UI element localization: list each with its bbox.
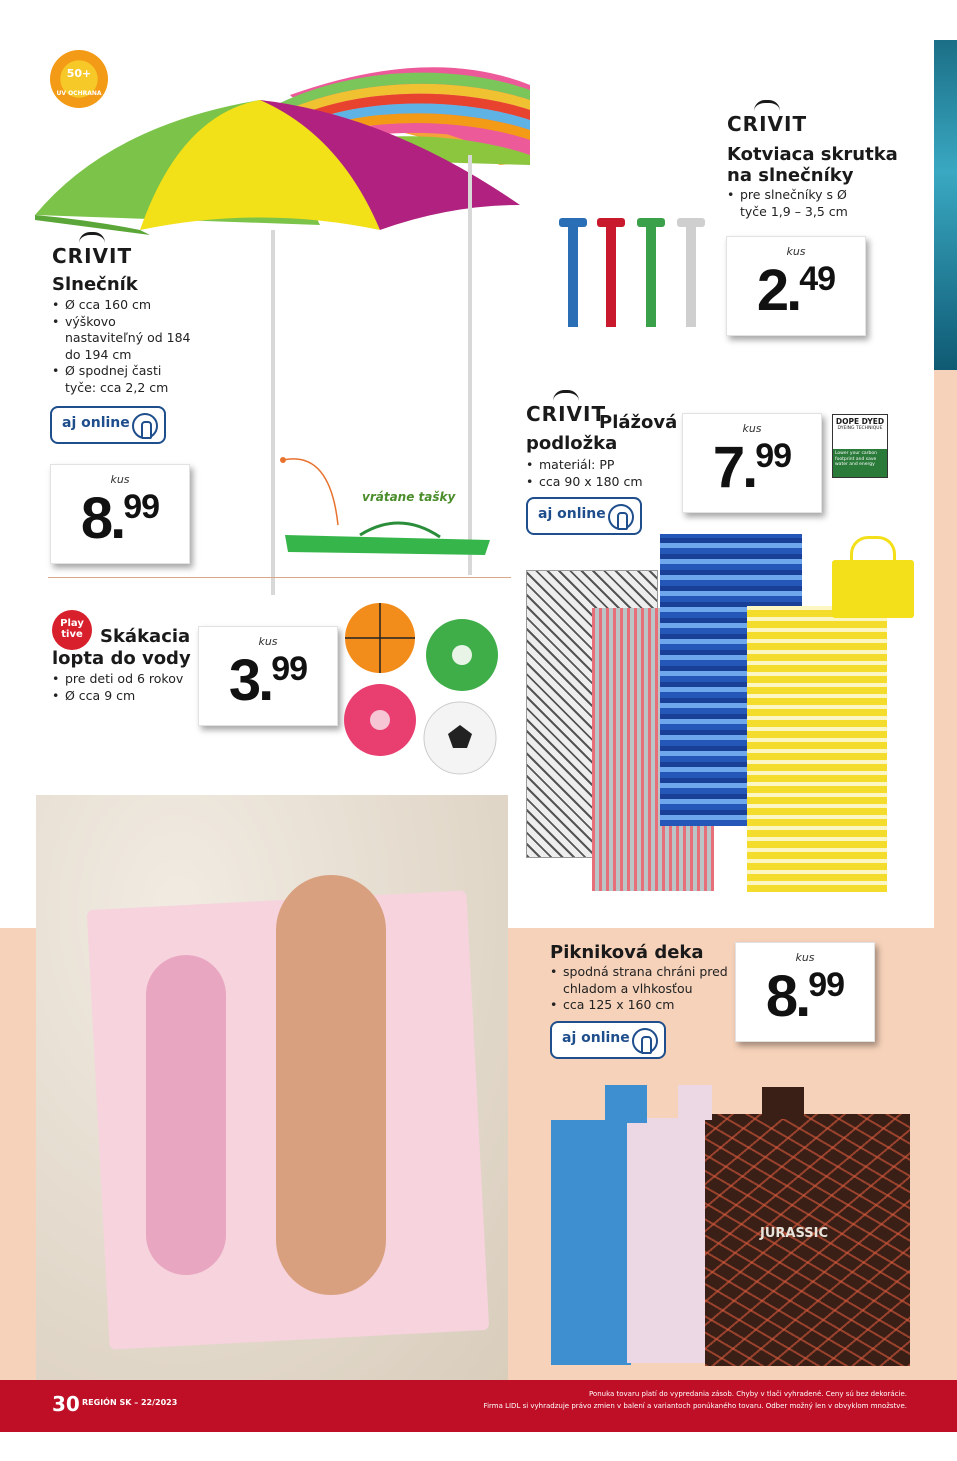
blanket-bullets (550, 964, 740, 1014)
price-unit: kus (258, 635, 278, 648)
mat-bullet: • materiál: PP (526, 457, 676, 474)
price-value: 7.99 (712, 435, 792, 500)
blanket-jurassic (705, 1114, 910, 1366)
online-label: aj online (62, 415, 130, 431)
blanket-title: Pikniková deka (550, 942, 704, 963)
mat-bullets (526, 457, 676, 490)
umbrella-bullet: • Ø spodnej časti tyče: cca 2,2 cm (52, 363, 192, 396)
price-value: 8.99 (765, 964, 845, 1029)
ball-title-line1: Skákacia (100, 626, 191, 647)
ball-title-line2: lopta do vody (52, 648, 191, 669)
mat-price-box (682, 413, 822, 513)
hand-click-icon (632, 1028, 658, 1054)
blanket-handle-tab (605, 1085, 647, 1123)
mat-online-button[interactable] (526, 497, 642, 535)
blanket-pawpatrol-blue (551, 1120, 631, 1365)
child-left (146, 955, 226, 1275)
anchor-screws-image (553, 210, 713, 335)
anchor-bullets (727, 187, 877, 220)
dope-dyed-badge (832, 414, 888, 478)
blanket-pawpatrol-pink (627, 1118, 707, 1363)
price-unit: kus (786, 245, 806, 258)
anchor-price-box (726, 236, 866, 336)
playtive-line2: tive (61, 629, 83, 640)
umbrella-bullet: • výškovo nastaviteľný od 184 do 194 cm (52, 314, 192, 364)
price-unit: kus (795, 951, 815, 964)
ball-price-box (198, 626, 338, 726)
mat-bullet: • cca 90 x 180 cm (526, 474, 676, 491)
umbrella-bullets (52, 297, 192, 396)
region-label: REGIÓN SK – 22/2023 (82, 1398, 178, 1407)
price-value: 3.99 (228, 648, 308, 713)
playtive-logo (52, 610, 92, 650)
page-number: 30 (52, 1392, 80, 1416)
blanket-online-button[interactable] (550, 1021, 666, 1059)
anchor-title-line2: na slnečníky (727, 165, 854, 186)
peach-side-strip (934, 370, 957, 930)
price-value: 2.49 (756, 258, 836, 323)
ball-bullets (52, 671, 202, 704)
crivit-logo: CRIVIT (52, 232, 132, 268)
section-divider (48, 577, 511, 578)
umbrella-title: Slnečník (52, 274, 138, 295)
mat-title-line2: podložka (526, 433, 618, 454)
online-label: aj online (562, 1030, 630, 1046)
price-value: 8.99 (80, 486, 160, 551)
blanket-bullet: • cca 125 x 160 cm (550, 997, 740, 1014)
blanket-handle-tab (762, 1087, 804, 1119)
footer-note-2: Firma LIDL si vyhradzuje právo zmien v balení a variantoch ponúkaného tovaru. Odber možný len v obvyklom množstve. (483, 1402, 907, 1410)
mat-yellow-striped (747, 606, 887, 892)
hand-click-icon (132, 413, 158, 439)
umbrella-price-box (50, 464, 190, 564)
crivit-logo: CRIVIT (727, 100, 807, 136)
dope-text: Lower your carbon footprint and save water and energy (833, 449, 887, 477)
playtive-line1: Play (60, 618, 84, 629)
ball-bullet: • Ø cca 9 cm (52, 688, 202, 705)
sea-photo-strip (934, 40, 957, 370)
anchor-title-line1: Kotviaca skrutka (727, 144, 898, 165)
price-unit: kus (110, 473, 130, 486)
footer-bar (0, 1380, 957, 1432)
dope-sub: DYEING TECHNIQUE (837, 426, 883, 431)
dope-title: DOPE DYED (835, 417, 885, 426)
bag-note: vrátane tašky (362, 490, 456, 504)
mat-title-line1: Plážová (599, 412, 678, 433)
mat-bag-handle (850, 536, 896, 569)
footer-note-1: Ponuka tovaru platí do vypredania zásob. Chyby v tlači vyhradené. Ceny sú bez dekorácie. (588, 1390, 907, 1398)
balls-image (340, 600, 510, 780)
umbrella-bullet: • Ø cca 160 cm (52, 297, 192, 314)
umbrella-online-button[interactable] (50, 406, 166, 444)
hand-click-icon (608, 504, 634, 530)
ball-bullet: • pre deti od 6 rokov (52, 671, 202, 688)
anchor-title (727, 144, 898, 186)
uv-label: UV OCHRANA (56, 90, 102, 97)
blanket-bullet: • spodná strana chráni pred chladom a vlhkosťou (550, 964, 740, 997)
uv-value: 50+ (66, 67, 92, 80)
jurassic-print-text: JURASSIC (760, 1226, 828, 1241)
price-unit: kus (742, 422, 762, 435)
crivit-logo: CRIVIT (526, 390, 606, 426)
blanket-handle-tab (678, 1085, 712, 1120)
anchor-bullet: • pre slnečníky s Ø tyče 1,9 – 3,5 cm (727, 187, 877, 220)
blanket-price-box (735, 942, 875, 1042)
child-right (276, 875, 386, 1295)
online-label: aj online (538, 506, 606, 522)
beach-photo (36, 795, 508, 1380)
